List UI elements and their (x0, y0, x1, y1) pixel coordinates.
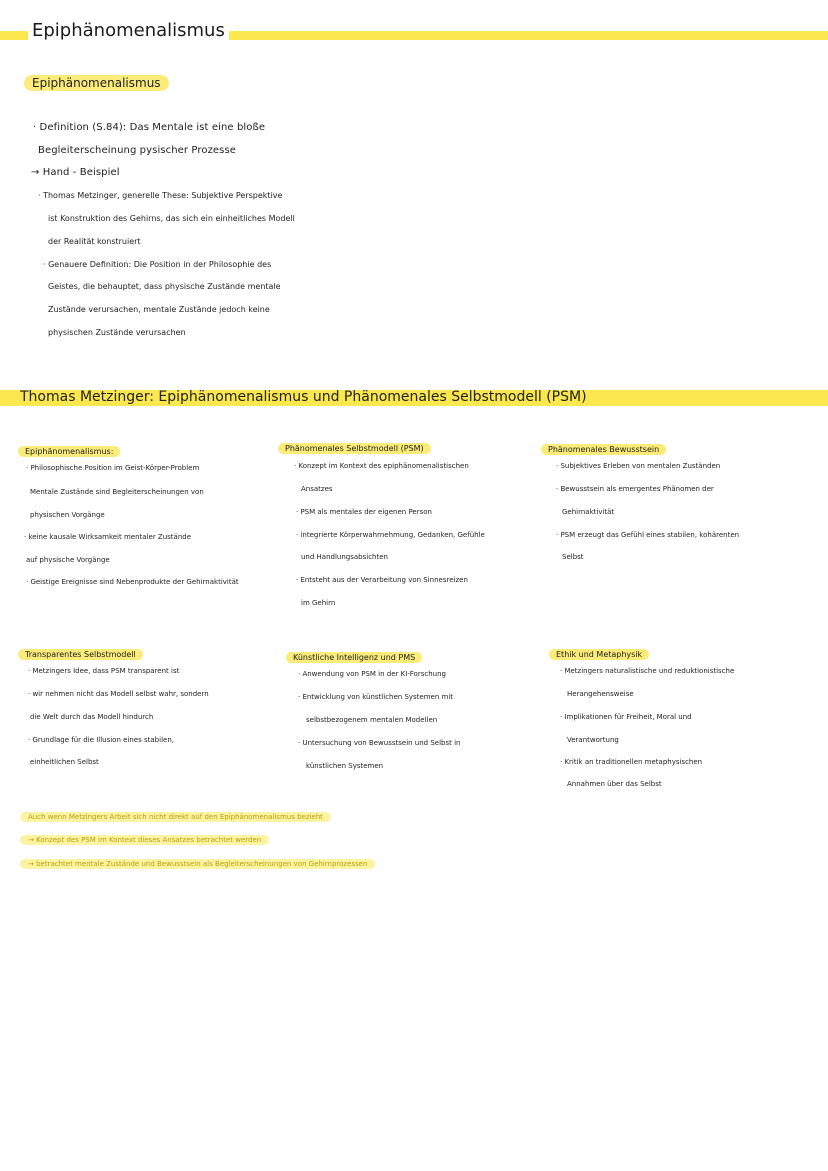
column-line: · integrierte Körperwahrnehmung, Gedanken, Gefühle (296, 531, 485, 539)
column-line: · Grundlage für die Illusion eines stabilen, (28, 736, 174, 744)
column-heading: Phänomenales Bewusstsein (541, 437, 666, 456)
intro-line: ist Konstruktion des Gehirns, das sich ein einheitliches Modell (48, 214, 295, 223)
column-line: · keine kausale Wirksamkeit mentaler Zustände (24, 533, 192, 541)
column-line: · Philosophische Position im Geist-Körper-Problem (26, 464, 200, 472)
column-line: · Subjektives Erleben von mentalen Zuständen (556, 462, 721, 470)
intro-line: · Thomas Metzinger, generelle These: Subjektive Perspektive (38, 191, 283, 200)
intro-line: · Definition (S.84): Das Mentale ist eine bloße (33, 122, 266, 133)
column-line: Mentale Zustände sind Begleiterscheinungen von (30, 488, 204, 496)
column-line: · Metzingers naturalistische und reduktionistische (560, 667, 735, 675)
column-line: · wir nehmen nicht das Modell selbst wahr, sondern (28, 690, 209, 698)
note-highlight: Auch wenn Metzingers Arbeit sich nicht direkt auf den Epiphänomenalismus bezieht (20, 804, 331, 823)
column-line: · PSM als mentales der eigenen Person (296, 508, 432, 516)
intro-line: der Realität konstruiert (48, 237, 141, 246)
column-line: Ansatzes (301, 485, 333, 493)
column-line: Selbst (562, 553, 584, 561)
column-line: · Entwicklung von künstlichen Systemen mit (298, 693, 454, 701)
column-heading: Künstliche Intelligenz und PMS (286, 645, 422, 664)
column-line: · PSM erzeugt das Gefühl eines stabilen, kohärenten (556, 531, 740, 539)
column-line: Herangehensweise (567, 690, 634, 698)
column-line: die Welt durch das Modell hindurch (30, 713, 154, 721)
column-line: · Konzept im Kontext des epiphänomenalistischen (294, 462, 469, 470)
column-line: · Metzingers Idee, dass PSM transparent ist (28, 667, 180, 675)
intro-line: Geistes, die behauptet, dass physische Zustände mentale (48, 282, 281, 291)
column-heading: Phänomenales Selbstmodell (PSM) (278, 436, 431, 455)
column-line: Verantwortung (567, 736, 619, 744)
column-line: selbstbezogenem mentalen Modellen (306, 716, 438, 724)
column-heading: Transparentes Selbstmodell (18, 642, 143, 661)
column-line: · Anwendung von PSM in der KI-Forschung (298, 670, 446, 678)
column-line: auf physische Vorgänge (26, 556, 110, 564)
column-line: Gehirnaktivität (562, 508, 615, 516)
intro-line: · Genauere Definition: Die Position in der Philosophie des (43, 260, 272, 269)
note-highlight: → Konzept des PSM im Kontext dieses Ansatzes betrachtet werden (20, 827, 269, 846)
column-heading: Ethik und Metaphysik (549, 642, 649, 661)
note-highlight: → betrachtet mentale Zustände und Bewusstsein als Begleiterscheinungen von Gehirnprozessen (20, 851, 375, 870)
page-title: Epiphänomenalismus (28, 20, 229, 41)
column-line: · Implikationen für Freiheit, Moral und (560, 713, 692, 721)
intro-line: Begleiterscheinung pysischer Prozesse (38, 145, 237, 156)
column-line: und Handlungsabsichten (301, 553, 388, 561)
column-line: künstlichen Systemen (306, 762, 384, 770)
column-line: · Kritik an traditionellen metaphysischen (560, 758, 703, 766)
intro-line: → Hand - Beispiel (31, 167, 120, 178)
column-line: Annahmen über das Selbst (567, 780, 662, 788)
column-line: · Entsteht aus der Verarbeitung von Sinnesreizen (296, 576, 468, 584)
section-title: Thomas Metzinger: Epiphänomenalismus und Phänomenales Selbstmodell (PSM) (20, 389, 587, 405)
intro-label: Epiphänomenalismus (24, 72, 169, 91)
column-heading: Epiphänomenalismus: (18, 439, 120, 458)
column-line: · Bewusstsein als emergentes Phänomen der (556, 485, 714, 493)
column-line: einheitlichen Selbst (30, 758, 99, 766)
intro-line: physischen Zustände verursachen (48, 328, 186, 337)
column-line: · Geistige Ereignisse sind Nebenprodukte der Gehirnaktivität (26, 578, 239, 586)
column-line: · Untersuchung von Bewusstsein und Selbst in (298, 739, 461, 747)
intro-line: Zustände verursachen, mentale Zustände jedoch keine (48, 305, 270, 314)
column-line: im Gehirn (301, 599, 336, 607)
column-line: physischen Vorgänge (30, 511, 105, 519)
